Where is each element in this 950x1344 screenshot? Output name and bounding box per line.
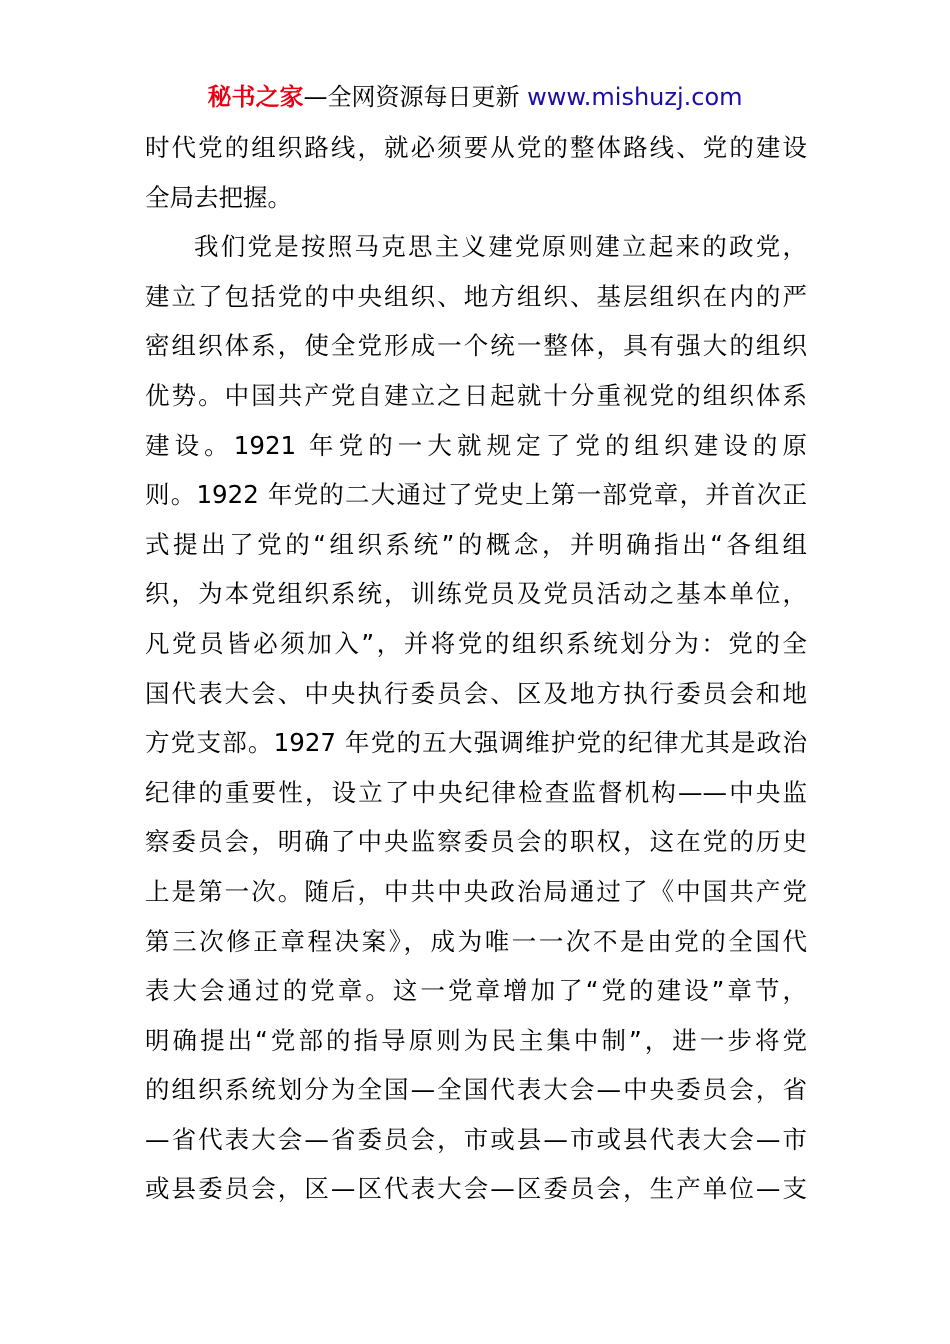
text-line: 织，为本党组织系统，训练党员及党员活动之基本单位， [145,579,807,609]
text-line: 则。1922 年党的二大通过了党史上第一部党章，并首次正 [145,480,807,510]
text-line: 我们党是按照马克思主义建党原则建立起来的政党， [194,232,807,262]
text-line: 全局去把握。 [145,182,292,212]
text-line: 式提出了党的“组织系统”的概念，并明确指出“各组组 [145,529,807,559]
text-line: 密组织体系，使全党形成一个统一整体，具有强大的组织 [145,331,807,361]
text-line: 建设。1921 年党的一大就规定了党的组织建设的原 [145,430,807,460]
text-line: 上是第一次。随后，中共中央政治局通过了《中国共产党 [145,876,807,906]
text-line: 或县委员会，区—区代表大会—区委员会，生产单位—支 [145,1174,807,1204]
text-line: 国代表大会、中央执行委员会、区及地方执行委员会和地 [145,678,807,708]
text-line: 第三次修正章程决案》，成为唯一一次不是由党的全国代 [145,926,807,956]
text-line: 察委员会，明确了中央监察委员会的职权，这在党的历史 [145,827,807,857]
paragraph-2 [145,222,807,1214]
page-header [0,80,950,114]
text-line: —省代表大会—省委员会，市或县—市或县代表大会—市 [145,1124,807,1154]
site-brand: 秘书之家 [207,83,304,111]
text-line: 时代党的组织路线，就必须要从党的整体路线、党的建设 [145,133,807,162]
text-line: 纪律的重要性，设立了中央纪律检查监督机构——中央监 [145,777,807,807]
text-line: 明确提出“党部的指导原则为民主集中制”，进一步将党 [145,1025,807,1055]
site-url-link[interactable]: www.mishuzj.com [527,83,743,111]
text-line: 建立了包括党的中央组织、地方组织、基层组织在内的严 [145,281,807,311]
text-line: 优势。中国共产党自建立之日起就十分重视党的组织体系 [145,380,807,410]
text-line: 表大会通过的党章。这一党章增加了“党的建设”章节， [145,976,807,1006]
site-tagline: —全网资源每日更新 [303,83,528,111]
text-line: 方党支部。1927 年党的五大强调维护党的纪律尤其是政治 [145,728,807,758]
paragraph-1 [145,123,807,222]
text-line: 的组织系统划分为全国—全国代表大会—中央委员会，省 [145,1075,807,1105]
text-line: 凡党员皆必须加入”，并将党的组织系统划分为：党的全 [145,628,807,658]
document-body [145,123,807,1214]
